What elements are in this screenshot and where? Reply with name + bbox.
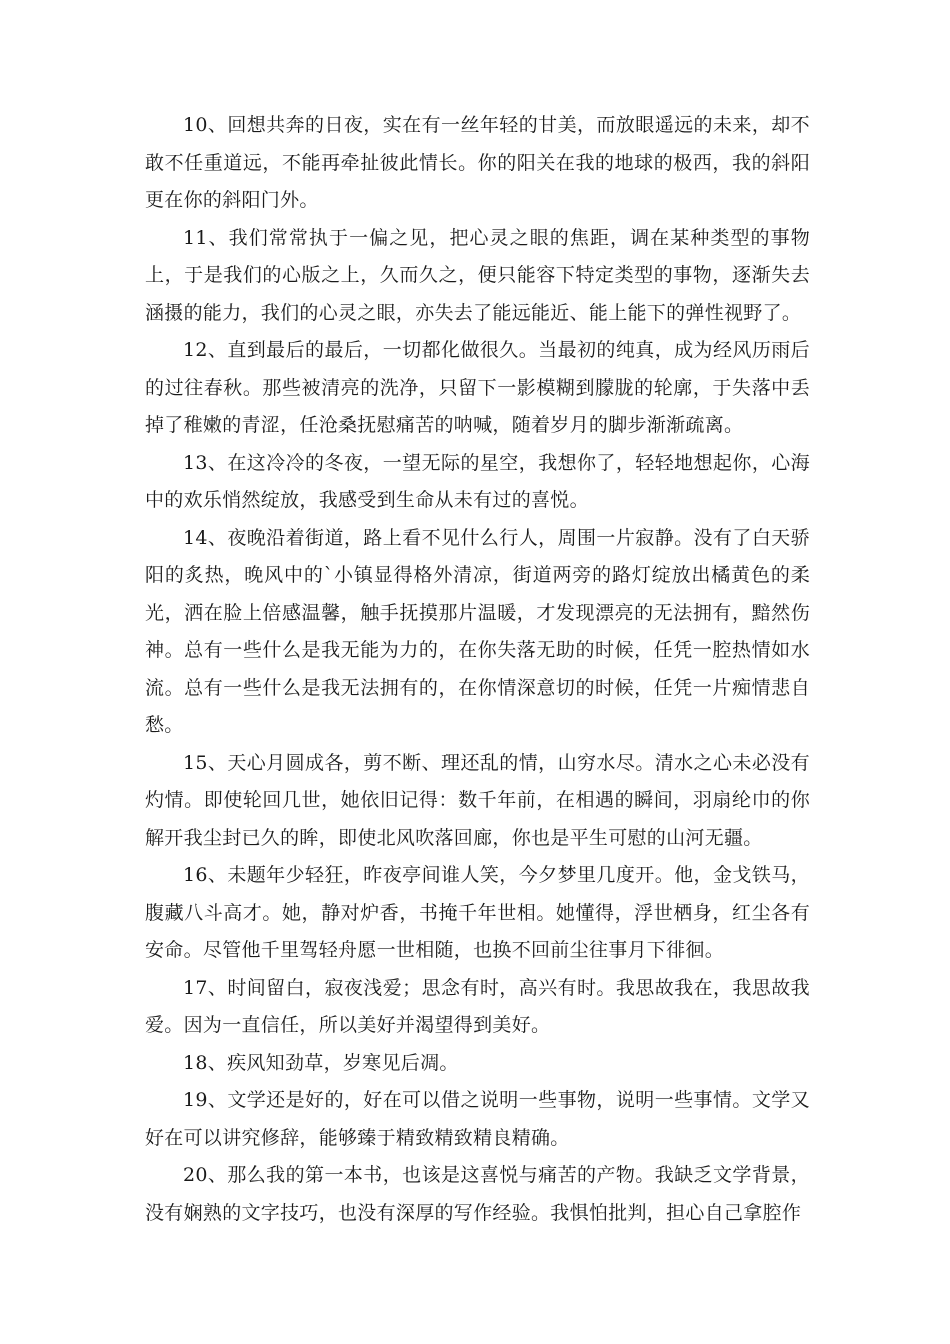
paragraph-20: 20、那么我的第一本书，也该是这喜悦与痛苦的产物。我缺乏文学背景，没有娴熟的文字技巧，也没有深厚的写作经验。我惧怕批判，担心自己拿腔作 [145, 1164, 810, 1224]
paragraph-13: 13、在这冷冷的冬夜，一望无际的星空，我想你了，轻轻地想起你，心海中的欢乐悄然绽放，我感受到生命从未有过的喜悦。 [145, 451, 810, 511]
paragraph-11: 11、我们常常执于一偏之见，把心灵之眼的焦距，调在某种类型的事物上，于是我们的心版之上，久而久之，便只能容下特定类型的事物，逐渐失去涵摄的能力，我们的心灵之眼，亦失去了能远能近、能上能下的弹性视野了。 [145, 226, 810, 324]
paragraph-17: 17、时间留白，寂夜浅爱；思念有时，高兴有时。我思故我在，我思故我爱。因为一直信任，所以美好并渴望得到美好。 [145, 976, 810, 1036]
paragraph-12: 12、直到最后的最后，一切都化做很久。当最初的纯真，成为经风历雨后的过往春秋。那些被清亮的洗净，只留下一影模糊到朦胧的轮廓，于失落中丢掉了稚嫩的青涩，任沧桑抚慰痛苦的呐喊，随着岁月的脚步渐渐疏离。 [145, 339, 810, 436]
paragraph-16: 16、未题年少轻狂，昨夜亭间谁人笑，今夕梦里几度开。他，金戈铁马，腹藏八斗高才。她，静对炉香，书掩千年世相。她懂得，浮世栖身，红尘各有安命。尽管他千里驾轻舟愿一世相随，也换不回前尘往事月下徘徊。 [145, 864, 810, 961]
paragraph-18: 18、疾风知劲草，岁寒见后凋。 [183, 1051, 459, 1074]
paragraph-14: 14、夜晚沿着街道，路上看不见什么行人，周围一片寂静。没有了白天骄阳的炙热，晚风中的`小镇显得格外清凉，街道两旁的路灯绽放出橘黄色的柔光，洒在脸上倍感温馨，触手抚摸那片温暖，才发现漂亮的无法拥有，黯然伤神。总有一些什么是我无能为力的，在你失落无助的时候，任凭一腔热情如水流。总有一些什么是我无法拥有的，在你情深意切的时候，任凭一片痴情悲自愁。 [145, 526, 810, 736]
paragraph-10: 10、回想共奔的日夜，实在有一丝年轻的甘美，而放眼遥远的未来，却不敢不任重道远，不能再牵扯彼此情长。你的阳关在我的地球的极西，我的斜阳更在你的斜阳门外。 [145, 114, 810, 211]
paragraph-19: 19、文学还是好的，好在可以借之说明一些事物，说明一些事情。文学又好在可以讲究修辞，能够臻于精致精致精良精确。 [145, 1089, 810, 1149]
paragraph-15: 15、天心月圆成各，剪不断、理还乱的情，山穷水尽。清水之心未必没有灼情。即使轮回几世，她依旧记得：数千年前，在相遇的瞬间，羽扇纶巾的你解开我尘封已久的眸，即使北风吹落回廊，你也是平生可慰的山河无疆。 [145, 751, 810, 849]
